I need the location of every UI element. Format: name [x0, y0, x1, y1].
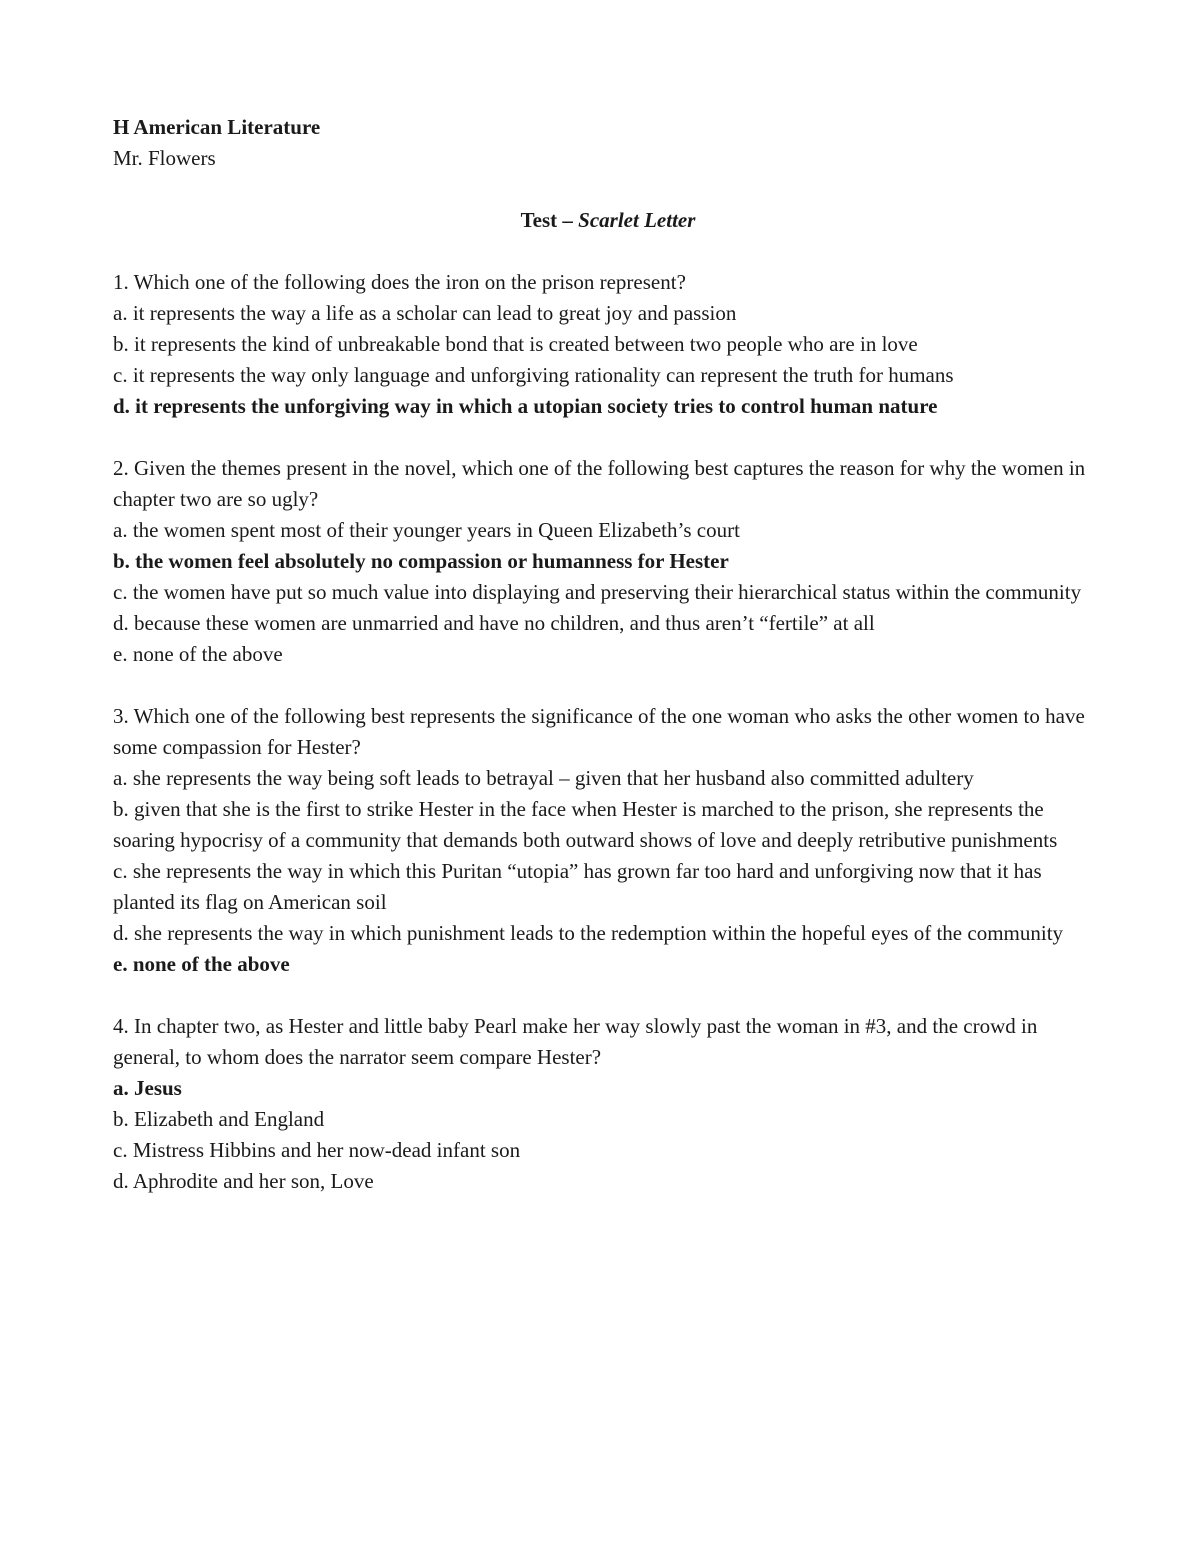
- answer-option: a. the women spent most of their younger years in Queen Elizabeth’s court: [113, 518, 740, 542]
- correct-answer-option: d. it represents the unforgiving way in which a utopian society tries to control human nature: [113, 394, 938, 418]
- question-stem: 4. In chapter two, as Hester and little baby Pearl make her way slowly past the woman in #3, and the crowd in general, to whom does the narrator seem compare Hester?: [113, 1014, 1038, 1069]
- answer-option: c. she represents the way in which this Puritan “utopia” has grown far too hard and unforgiving now that it has planted its flag on American soil: [113, 859, 1042, 914]
- question-stem: 1. Which one of the following does the iron on the prison represent?: [113, 270, 686, 294]
- question-2: [113, 453, 1103, 670]
- correct-answer-option: e. none of the above: [113, 952, 290, 976]
- question-stem: 2. Given the themes present in the novel, which one of the following best captures the reason for why the women in chapter two are so ugly?: [113, 456, 1086, 511]
- course-title: H American Literature: [113, 115, 321, 139]
- answer-option: c. it represents the way only language and unforgiving rationality can represent the truth for humans: [113, 363, 954, 387]
- answer-option: b. Elizabeth and England: [113, 1107, 325, 1131]
- answer-option: c. the women have put so much value into displaying and preserving their hierarchical status within the community: [113, 580, 1082, 604]
- answer-option: c. Mistress Hibbins and her now-dead infant son: [113, 1138, 521, 1162]
- question-3: [113, 701, 1103, 980]
- answer-option: d. Aphrodite and her son, Love: [113, 1169, 374, 1193]
- answer-option: d. because these women are unmarried and have no children, and thus aren’t “fertile” at all: [113, 611, 875, 635]
- document-page: [113, 112, 1103, 1197]
- answer-option: a. it represents the way a life as a scholar can lead to great joy and passion: [113, 301, 737, 325]
- question-4: [113, 1011, 1103, 1197]
- answer-option: b. it represents the kind of unbreakable bond that is created between two people who are in love: [113, 332, 918, 356]
- question-stem: 3. Which one of the following best represents the significance of the one woman who asks the other women to have some compassion for Hester?: [113, 704, 1085, 759]
- answer-option: e. none of the above: [113, 642, 283, 666]
- answer-option: d. she represents the way in which punishment leads to the redemption within the hopeful eyes of the community: [113, 921, 1064, 945]
- question-1: [113, 267, 1103, 422]
- correct-answer-option: b. the women feel absolutely no compassion or humanness for Hester: [113, 549, 729, 573]
- correct-answer-option: a. Jesus: [113, 1076, 182, 1100]
- answer-option: a. she represents the way being soft leads to betrayal – given that her husband also committed adultery: [113, 766, 974, 790]
- book-title: Scarlet Letter: [578, 208, 696, 232]
- teacher-name: Mr. Flowers: [113, 146, 216, 170]
- test-title: [113, 205, 1103, 236]
- test-title-prefix: Test –: [520, 208, 579, 232]
- answer-option: b. given that she is the first to strike Hester in the face when Hester is marched to the prison, she represents the soaring hypocrisy of a community that demands both outward shows of love and deeply retributive punishments: [113, 797, 1058, 852]
